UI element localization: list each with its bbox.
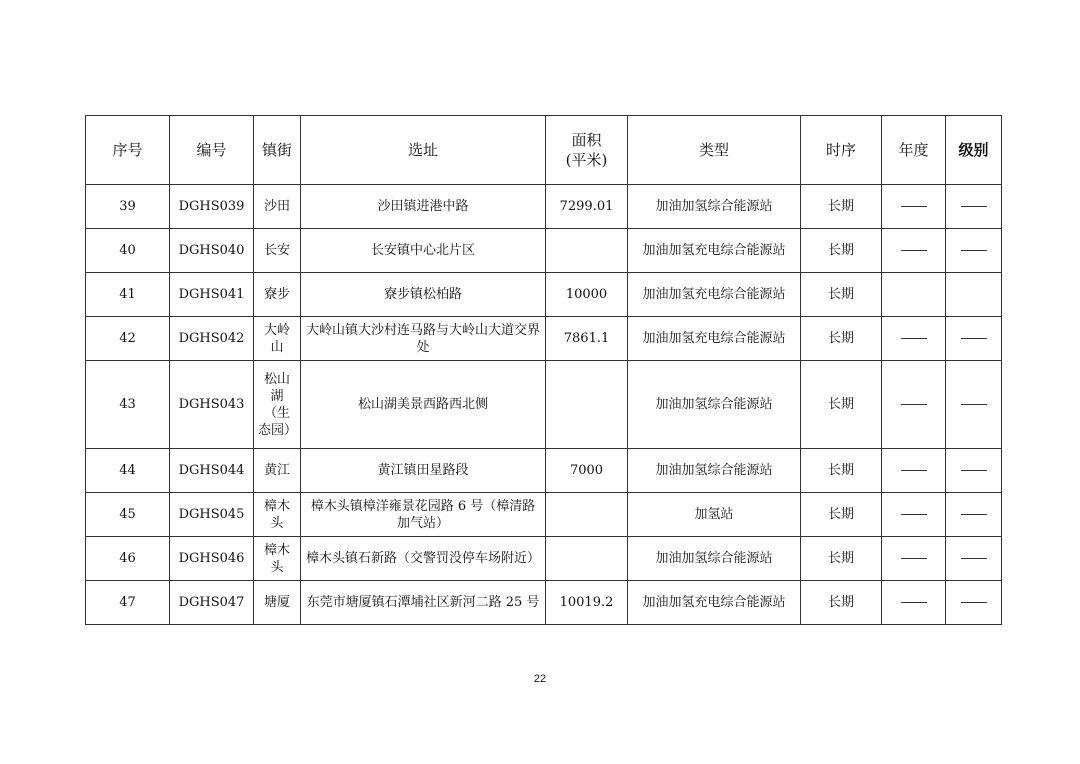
cell-area: 10019.2 [546, 581, 628, 625]
dash-mark [961, 250, 987, 251]
cell-type: 加油加氢综合能源站 [628, 449, 801, 493]
cell-address: 沙田镇进港中路 [301, 185, 546, 229]
table-row [86, 361, 1002, 449]
cell-seq: 47 [86, 581, 170, 625]
cell-year [882, 229, 946, 273]
cell-area: 7861.1 [546, 317, 628, 361]
cell-area: 10000 [546, 273, 628, 317]
cell-type: 加油加氢充电综合能源站 [628, 317, 801, 361]
cell-area [546, 537, 628, 581]
dash-mark [901, 206, 927, 207]
cell-seq: 39 [86, 185, 170, 229]
cell-code: DGHS042 [170, 317, 254, 361]
page-number: 22 [533, 673, 547, 685]
cell-town: 塘厦 [254, 581, 301, 625]
cell-area: 7299.01 [546, 185, 628, 229]
cell-timing: 长期 [801, 273, 882, 317]
dash-mark [901, 338, 927, 339]
cell-level [946, 449, 1002, 493]
table-row [86, 185, 1002, 229]
cell-level [946, 537, 1002, 581]
cell-year [882, 273, 946, 317]
cell-timing: 长期 [801, 229, 882, 273]
hydrogen-station-table [85, 115, 1002, 625]
cell-seq: 44 [86, 449, 170, 493]
cell-code: DGHS043 [170, 361, 254, 449]
header-area: 面积 (平米) [546, 116, 628, 185]
table-header-row [86, 116, 1002, 185]
cell-town: 樟木头 [254, 493, 301, 537]
header-year: 年度 [882, 116, 946, 185]
cell-code: DGHS046 [170, 537, 254, 581]
cell-year [882, 537, 946, 581]
cell-type: 加油加氢充电综合能源站 [628, 229, 801, 273]
cell-timing: 长期 [801, 449, 882, 493]
dash-mark [961, 206, 987, 207]
cell-level [946, 581, 1002, 625]
cell-level [946, 317, 1002, 361]
dash-mark [961, 404, 987, 405]
table-row [86, 537, 1002, 581]
cell-address: 东莞市塘厦镇石潭埔社区新河二路 25 号 [301, 581, 546, 625]
table-row [86, 273, 1002, 317]
header-code: 编号 [170, 116, 254, 185]
header-town: 镇街 [254, 116, 301, 185]
cell-level [946, 493, 1002, 537]
dash-mark [901, 602, 927, 603]
cell-town: 黄江 [254, 449, 301, 493]
cell-year [882, 493, 946, 537]
cell-code: DGHS039 [170, 185, 254, 229]
cell-timing: 长期 [801, 361, 882, 449]
table-row [86, 493, 1002, 537]
cell-address: 大岭山镇大沙村连马路与大岭山大道交界处 [301, 317, 546, 361]
cell-year [882, 185, 946, 229]
cell-seq: 42 [86, 317, 170, 361]
cell-level [946, 273, 1002, 317]
header-level: 级别 [946, 116, 1002, 185]
cell-address: 长安镇中心北片区 [301, 229, 546, 273]
cell-type: 加油加氢充电综合能源站 [628, 581, 801, 625]
cell-town: 樟木头 [254, 537, 301, 581]
cell-address: 寮步镇松柏路 [301, 273, 546, 317]
cell-year [882, 449, 946, 493]
table-row [86, 317, 1002, 361]
dash-mark [961, 602, 987, 603]
dash-mark [901, 250, 927, 251]
header-address: 选址 [301, 116, 546, 185]
cell-timing: 长期 [801, 493, 882, 537]
cell-type: 加氢站 [628, 493, 801, 537]
cell-seq: 46 [86, 537, 170, 581]
cell-timing: 长期 [801, 185, 882, 229]
cell-area [546, 493, 628, 537]
cell-type: 加油加氢充电综合能源站 [628, 273, 801, 317]
cell-level [946, 185, 1002, 229]
cell-address: 樟木头镇樟洋雍景花园路 6 号（樟清路加气站） [301, 493, 546, 537]
cell-type: 加油加氢综合能源站 [628, 537, 801, 581]
header-seq: 序号 [86, 116, 170, 185]
cell-area [546, 229, 628, 273]
dash-mark [901, 558, 927, 559]
cell-address: 黄江镇田星路段 [301, 449, 546, 493]
cell-area [546, 361, 628, 449]
cell-timing: 长期 [801, 537, 882, 581]
header-timing: 时序 [801, 116, 882, 185]
cell-timing: 长期 [801, 581, 882, 625]
cell-town: 大岭山 [254, 317, 301, 361]
table-row [86, 449, 1002, 493]
cell-code: DGHS045 [170, 493, 254, 537]
cell-timing: 长期 [801, 317, 882, 361]
cell-code: DGHS047 [170, 581, 254, 625]
table-row [86, 581, 1002, 625]
cell-seq: 43 [86, 361, 170, 449]
dash-mark [961, 338, 987, 339]
cell-town: 长安 [254, 229, 301, 273]
cell-type: 加油加氢综合能源站 [628, 185, 801, 229]
cell-town: 松山湖（生态园） [254, 361, 301, 449]
cell-seq: 45 [86, 493, 170, 537]
cell-type: 加油加氢综合能源站 [628, 361, 801, 449]
cell-seq: 40 [86, 229, 170, 273]
dash-mark [961, 514, 987, 515]
dash-mark [901, 514, 927, 515]
table-row [86, 229, 1002, 273]
cell-year [882, 581, 946, 625]
cell-town: 沙田 [254, 185, 301, 229]
dash-mark [961, 558, 987, 559]
dash-mark [901, 470, 927, 471]
dash-mark [961, 470, 987, 471]
cell-code: DGHS044 [170, 449, 254, 493]
cell-seq: 41 [86, 273, 170, 317]
dash-mark [901, 404, 927, 405]
header-type: 类型 [628, 116, 801, 185]
cell-area: 7000 [546, 449, 628, 493]
cell-year [882, 317, 946, 361]
cell-address: 松山湖美景西路西北侧 [301, 361, 546, 449]
cell-code: DGHS041 [170, 273, 254, 317]
cell-address: 樟木头镇石新路（交警罚没停车场附近） [301, 537, 546, 581]
cell-town: 寮步 [254, 273, 301, 317]
cell-code: DGHS040 [170, 229, 254, 273]
cell-level [946, 229, 1002, 273]
cell-level [946, 361, 1002, 449]
cell-year [882, 361, 946, 449]
